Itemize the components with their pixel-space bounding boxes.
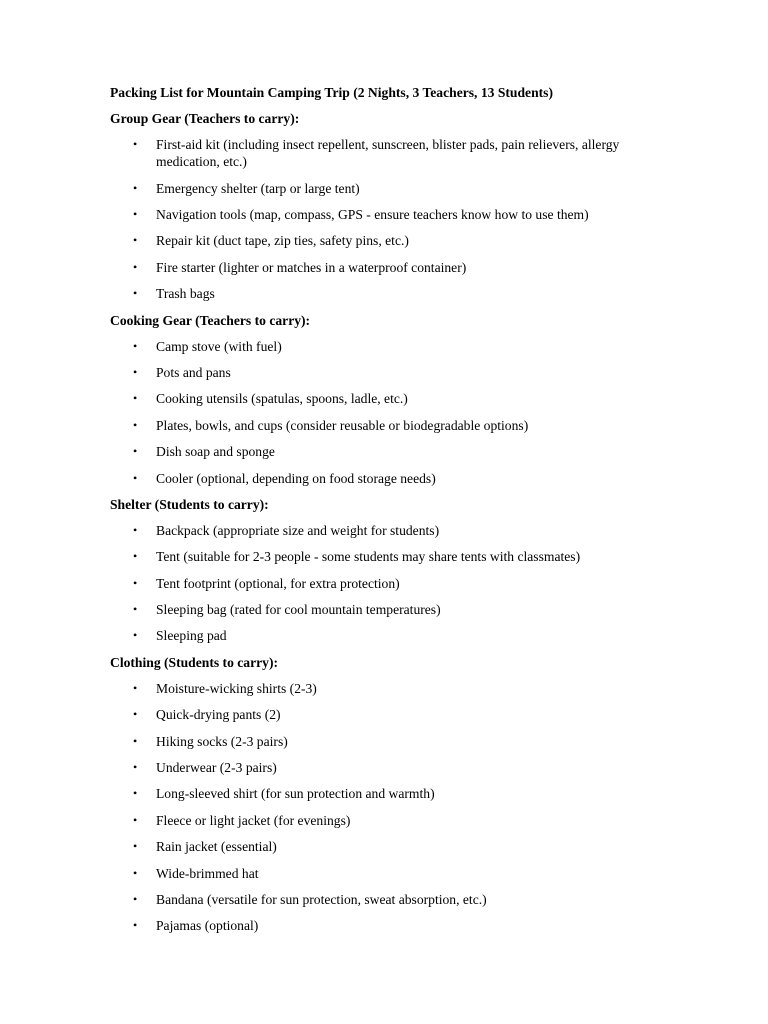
list-item [110, 865, 670, 882]
list-item-text: Long-sleeved shirt (for sun protection and warmth) [156, 786, 435, 802]
list-item [110, 838, 670, 855]
item-list [110, 338, 670, 487]
section-heading: Group Gear (Teachers to carry): [110, 111, 300, 126]
bullet-icon: • [133, 137, 138, 151]
list-item [110, 338, 670, 355]
bullet-icon: • [133, 865, 138, 880]
list-item [110, 627, 670, 644]
bullet-icon: • [133, 180, 138, 195]
list-item-text: Tent footprint (optional, for extra protection) [156, 575, 400, 591]
bullet-icon: • [133, 733, 138, 748]
list-item-text: Sleeping pad [156, 628, 227, 644]
bullet-icon: • [133, 522, 138, 537]
section-heading: Shelter (Students to carry): [110, 496, 269, 512]
list-item [110, 522, 670, 539]
bullet-icon: • [133, 602, 138, 617]
list-item [110, 812, 670, 829]
list-item-text: Bandana (versatile for sun protection, sweat absorption, etc.) [156, 891, 487, 907]
list-item [110, 601, 670, 618]
list-item-text: Emergency shelter (tarp or large tent) [156, 180, 360, 196]
bullet-icon: • [133, 786, 138, 801]
bullet-icon: • [133, 628, 138, 643]
bullet-icon: • [133, 812, 138, 827]
item-list [110, 522, 670, 645]
list-item-text: Trash bags [156, 286, 215, 302]
section-group-gear [110, 110, 670, 302]
list-item [110, 180, 670, 197]
bullet-icon: • [133, 259, 138, 274]
bullet-icon: • [133, 338, 138, 353]
bullet-icon: • [133, 417, 138, 432]
list-item [110, 285, 670, 302]
list-item-text: Repair kit (duct tape, zip ties, safety pins, etc.) [156, 233, 409, 249]
list-item-text: Hiking socks (2-3 pairs) [156, 733, 288, 749]
document-page [110, 84, 670, 944]
list-item-text: Cooler (optional, depending on food storage needs) [156, 470, 436, 486]
bullet-icon: • [133, 286, 138, 301]
list-item [110, 785, 670, 802]
section-heading: Cooking Gear (Teachers to carry): [110, 312, 311, 328]
document-title: Packing List for Mountain Camping Trip (2 Nights, 3 Teachers, 13 Students) [110, 85, 553, 100]
list-item-text: Rain jacket (essential) [156, 839, 277, 855]
bullet-icon: • [133, 549, 138, 564]
list-item-text: Plates, bowls, and cups (consider reusable or biodegradable options) [156, 417, 529, 433]
section-clothing [110, 654, 670, 935]
list-item [110, 443, 670, 460]
bullet-icon: • [133, 918, 138, 933]
list-item [110, 548, 670, 565]
list-item-text: Tent (suitable for 2-3 people - some students may share tents with classmates) [156, 549, 581, 565]
section-cooking-gear [110, 312, 670, 487]
list-item [110, 706, 670, 723]
list-item-text: Dish soap and sponge [156, 444, 275, 460]
list-item [110, 136, 670, 170]
bullet-icon: • [133, 891, 138, 906]
list-item-text: Quick-drying pants (2) [156, 707, 281, 723]
list-item [110, 232, 670, 249]
bullet-icon: • [133, 575, 138, 590]
list-item [110, 680, 670, 697]
list-item-text: Backpack (appropriate size and weight for students) [156, 522, 440, 538]
list-item-text: Navigation tools (map, compass, GPS - ensure teachers know how to use them) [156, 206, 589, 222]
section-shelter [110, 496, 670, 645]
bullet-icon: • [133, 444, 138, 459]
list-item-text: Pots and pans [156, 364, 231, 380]
list-item [110, 259, 670, 276]
list-item-text: Camp stove (with fuel) [156, 338, 282, 354]
list-item-text: Sleeping bag (rated for cool mountain temperatures) [156, 602, 441, 618]
list-item [110, 917, 670, 934]
list-item-text: Fleece or light jacket (for evenings) [156, 812, 351, 828]
bullet-icon: • [133, 391, 138, 406]
list-item [110, 759, 670, 776]
list-item [110, 390, 670, 407]
bullet-icon: • [133, 680, 138, 695]
bullet-icon: • [133, 839, 138, 854]
bullet-icon: • [133, 364, 138, 379]
item-list [110, 136, 670, 302]
bullet-icon: • [133, 707, 138, 722]
list-item [110, 417, 670, 434]
list-item [110, 575, 670, 592]
list-item-text: Underwear (2-3 pairs) [156, 760, 277, 776]
bullet-icon: • [133, 760, 138, 775]
list-item-text: Fire starter (lighter or matches in a waterproof container) [156, 259, 467, 275]
item-list [110, 680, 670, 935]
bullet-icon: • [133, 470, 138, 485]
list-item-text: Wide-brimmed hat [156, 865, 259, 881]
section-heading: Clothing (Students to carry): [110, 654, 279, 670]
bullet-icon: • [133, 206, 138, 221]
list-item [110, 891, 670, 908]
list-item-text: Cooking utensils (spatulas, spoons, ladle, etc.) [156, 391, 408, 407]
list-item [110, 364, 670, 381]
list-item-text: Pajamas (optional) [156, 918, 259, 934]
bullet-icon: • [133, 233, 138, 248]
list-item [110, 733, 670, 750]
list-item [110, 470, 670, 487]
list-item-text: Moisture-wicking shirts (2-3) [156, 680, 317, 696]
list-item [110, 206, 670, 223]
list-item-text: First-aid kit (including insect repellent, sunscreen, blister pads, pain relievers, allergy medication, etc.) [156, 137, 620, 169]
